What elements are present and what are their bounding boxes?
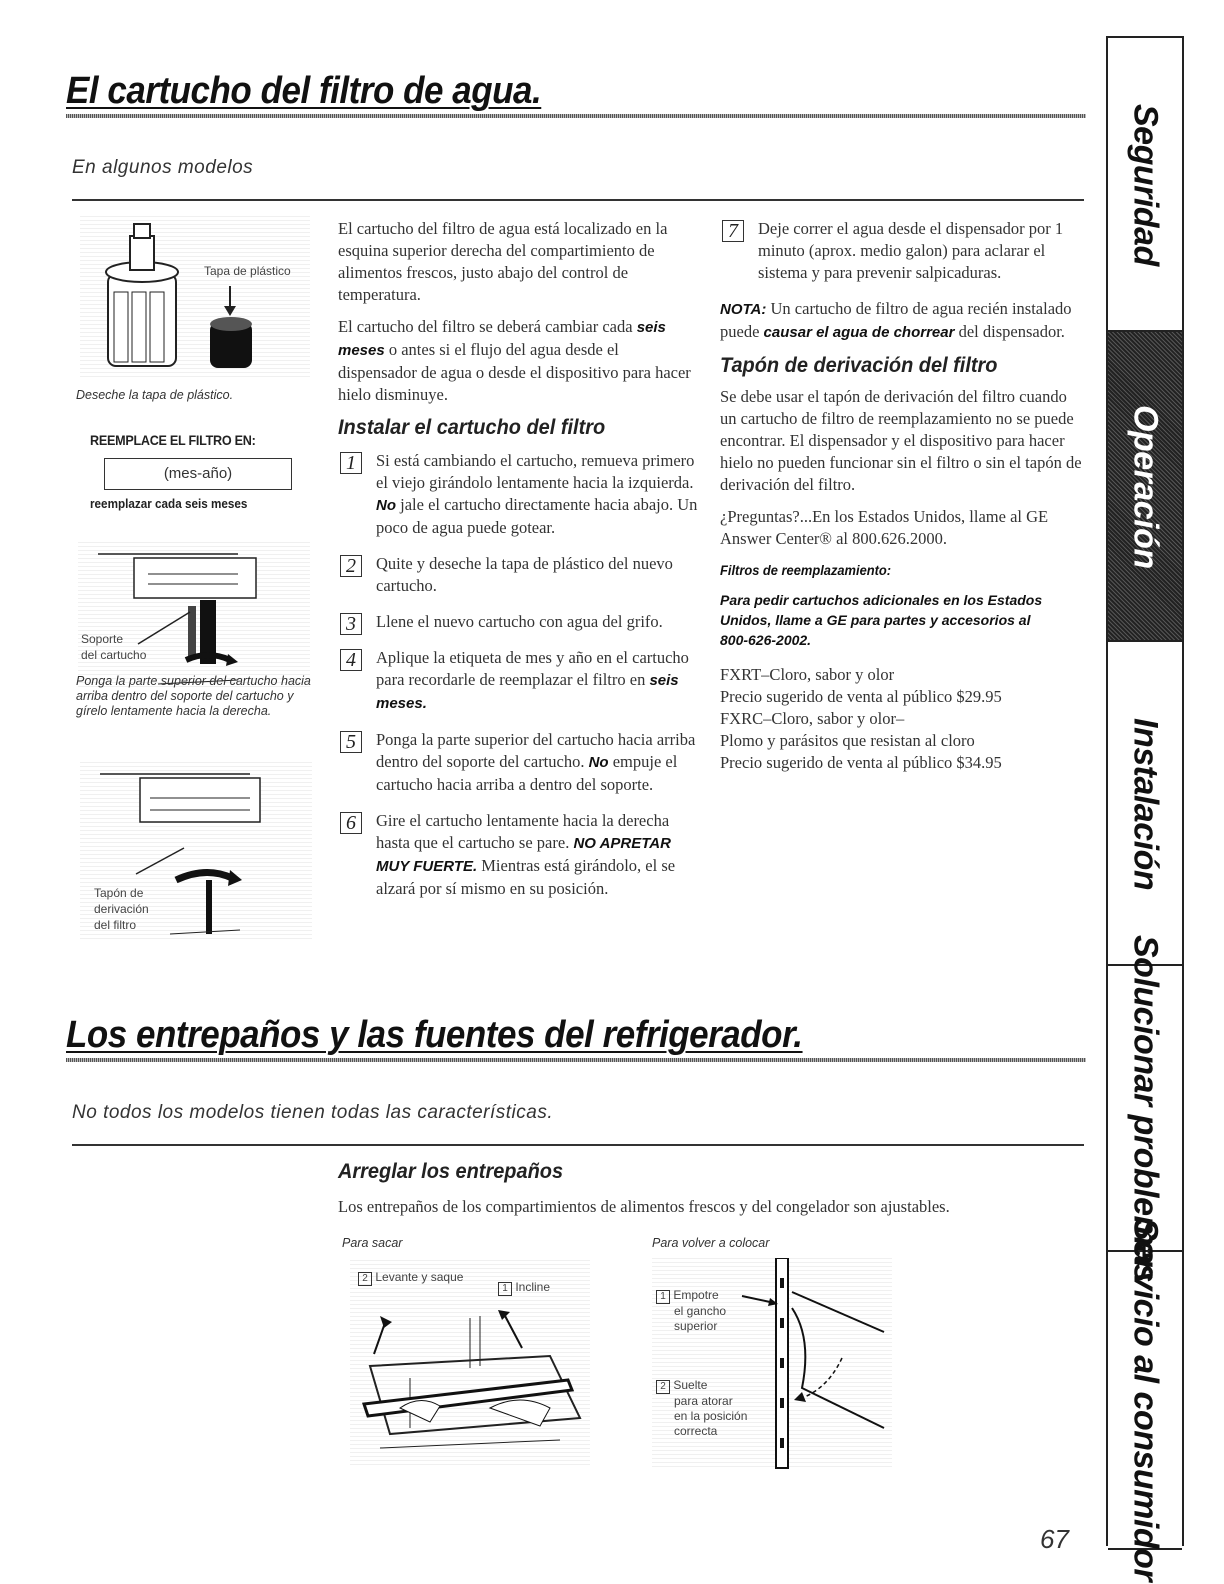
intro-paragraph: El cartucho del filtro de agua está localizado en la esquina superior derecha del compartimiento de alimentos frescos, justo abajo del control de temperatura. xyxy=(338,219,668,304)
install-step-3 xyxy=(338,611,700,633)
section-title-shelves: Los entrepaños y las fuentes del refrigerador. xyxy=(66,1014,803,1056)
replace-step-1c: superior xyxy=(674,1319,718,1333)
step-text: Ponga la parte superior del cartucho hacia arriba dentro del soporte del cartucho. xyxy=(376,730,696,771)
plastic-cap-label: Tapa de plástico xyxy=(204,264,291,278)
step-text: Quite y deseche la tapa de plástico del nuevo cartucho. xyxy=(376,554,673,595)
step-text-2: empuje el cartucho hacia arriba a dentro del soporte. xyxy=(376,752,678,794)
holder-label-1: Soporte xyxy=(81,632,124,646)
fig2-caption: Ponga la parte superior del cartucho hacia arriba dentro del soporte del cartucho y gírelo lentamente hacia la derecha. xyxy=(76,674,311,718)
cartridge-holder-drawing xyxy=(78,540,310,690)
remove-shelf-drawing xyxy=(350,1258,590,1468)
bypass-paragraph: Se debe usar el tapón de derivación del filtro cuando un cartucho de filtro de reemplazamiento no se puede encontrar. El dispensador y el dispositivo para hacer hielo no pueden funcionar sin el filtro o sin el tapón de derivación del filtro. xyxy=(720,387,1082,494)
step-number: 5 xyxy=(340,731,362,753)
step-text: Si está cambiando el cartucho, remueva primero el viejo girándolo lentamente hacia la izquierda. xyxy=(376,451,695,492)
tag-title: REEMPLACE EL FILTRO EN: xyxy=(90,432,256,448)
remove-step-1: 1 Incline xyxy=(498,1280,550,1296)
install-step-2 xyxy=(338,553,700,597)
section-subtitle: En algunos modelos xyxy=(72,157,254,178)
step-text-2: jale el cartucho directamente hacia abajo. Un poco de agua puede gotear. xyxy=(376,495,698,537)
tab-label: Servicio al consumidor xyxy=(1126,1218,1165,1582)
bypass-label-2: derivación xyxy=(94,902,149,916)
step-emphasis: NO APRETAR MUY FUERTE. xyxy=(376,835,671,875)
p2-a: El cartucho del filtro se deberá cambiar cada xyxy=(338,317,637,336)
tab-instalacion[interactable] xyxy=(1108,640,1182,966)
product-line: Precio sugerido de venta al público $34.95 xyxy=(720,753,1002,772)
step-emphasis: No xyxy=(588,754,609,771)
p2-emphasis: seis meses xyxy=(338,319,666,359)
replacement-heading: Filtros de reemplazamiento: xyxy=(720,562,892,578)
change-paragraph xyxy=(338,316,700,406)
step-number: 3 xyxy=(340,613,362,635)
step-text: Llene el nuevo cartucho con agua del grifo. xyxy=(376,612,663,631)
tab-label: Instalación xyxy=(1126,717,1165,891)
bypass-plug-illustration xyxy=(80,762,312,942)
product-line: FXRT–Cloro, sabor y olor xyxy=(720,665,895,684)
divider-2 xyxy=(72,1144,1084,1146)
bypass-heading: Tapón de derivación del filtro xyxy=(720,354,998,377)
tab-label: Seguridad xyxy=(1126,104,1165,266)
replace-step-2b: para atorar xyxy=(674,1394,733,1408)
step-text: Deje correr el agua desde el dispensador por 1 minuto (aprox. medio galon) para aclarar el sistema y para prevenir salpicaduras. xyxy=(758,219,1064,282)
replace-step-2c: en la posición xyxy=(674,1409,748,1423)
tag-footer: reemplazar cada seis meses xyxy=(90,496,248,511)
fig1-caption: Deseche la tapa de plástico. xyxy=(76,388,234,402)
shelves-text: Los entrepaños de los compartimientos de alimentos frescos y del congelador son ajustables. xyxy=(338,1197,950,1216)
product-line: FXRC–Cloro, sabor y olor– xyxy=(720,709,905,728)
replacement-order-info: Para pedir cartuchos adicionales en los Estados Unidos, llame a GE para partes y accesorios al 800-626-2002. xyxy=(720,592,1043,648)
section-title-water-filter: El cartucho del filtro de agua. xyxy=(66,70,542,112)
replace-step-1: 1 Empotre el gancho superior xyxy=(656,1288,726,1334)
step-text-2: Mientras está girándolo, el se alzará por sí mismo en su posición. xyxy=(376,856,676,898)
tab-label: Operación xyxy=(1126,405,1165,569)
note-a: Un cartucho de filtro de agua recién instalado puede xyxy=(720,299,1072,341)
step-text: Aplique la etiqueta de mes y año en el cartucho para recordarle de reemplazar el filtro en xyxy=(376,648,689,689)
tag-date-field xyxy=(104,458,292,490)
product-list xyxy=(720,664,1084,774)
note-label: NOTA: xyxy=(720,301,767,318)
tab-seguridad[interactable] xyxy=(1108,36,1182,332)
column-2 xyxy=(338,218,700,900)
step-text: Gire el cartucho lentamente hacia la derecha hasta que el cartucho se pare. xyxy=(376,811,670,852)
shelves-heading: Arreglar los entrepaños xyxy=(338,1160,564,1183)
note-emphasis: causar el agua de chorrear xyxy=(763,324,955,341)
step-number: 2 xyxy=(340,555,362,577)
bypass-label-1: Tapón de xyxy=(94,886,144,900)
p2-c: o antes si el flujo del agua desde el dispensador de agua o desde el dispositivo para hacer hielo disminuye. xyxy=(338,340,691,404)
remove-shelf-illustration xyxy=(350,1258,590,1468)
tab-servicio-al-consumidor[interactable] xyxy=(1108,1218,1182,1582)
divider xyxy=(72,199,1084,201)
tag-date-placeholder: (mes-año) xyxy=(163,465,233,482)
install-step-5 xyxy=(338,729,700,796)
step-number: 4 xyxy=(340,649,362,671)
product-line: Plomo y parásitos que resistan al cloro xyxy=(720,731,975,750)
product-line: Precio sugerido de venta al público $29.95 xyxy=(720,687,1002,706)
remove-step-1-label: Incline xyxy=(515,1280,551,1294)
filter-cartridge-drawing xyxy=(80,214,310,380)
remove-step-2: 2 Levante y saque xyxy=(358,1270,463,1286)
step-number: 1 xyxy=(340,452,362,474)
install-step-7 xyxy=(720,218,1084,284)
step-number: 7 xyxy=(722,220,744,242)
remove-caption: Para sacar xyxy=(342,1236,403,1250)
tab-label: Solucionar problemas xyxy=(1126,935,1165,1283)
note-c: del dispensador. xyxy=(954,322,1065,341)
column-3 xyxy=(720,218,1084,774)
replace-step-2a: Suelte xyxy=(673,1378,708,1392)
step-number: 6 xyxy=(340,812,362,834)
install-step-6 xyxy=(338,810,700,900)
section-tabs xyxy=(1106,36,1184,1582)
step-emphasis: seis meses. xyxy=(376,672,679,712)
bypass-label-3: del filtro xyxy=(94,918,137,932)
replace-filter-tag xyxy=(90,432,306,518)
tab-solucionar-problemas[interactable] xyxy=(1108,935,1182,1283)
replace-step-2d: correcta xyxy=(674,1424,718,1438)
install-heading: Instalar el cartucho del filtro xyxy=(338,416,606,439)
replace-step-1b: el gancho xyxy=(674,1304,727,1318)
title-rule xyxy=(66,114,1086,118)
remove-step-2-label: Levante y saque xyxy=(375,1270,464,1284)
install-step-1 xyxy=(338,450,700,539)
replace-caption: Para volver a colocar xyxy=(652,1236,770,1250)
section-subtitle-2: No todos los modelos tienen todas las características. xyxy=(72,1102,554,1123)
note-paragraph xyxy=(720,298,1084,344)
replace-step-2: 2 Suelte para atorar en la posición correcta xyxy=(656,1378,747,1439)
cartridge-holder-illustration xyxy=(78,540,310,690)
title-rule-2 xyxy=(66,1058,1086,1062)
questions-paragraph: ¿Preguntas?...En los Estados Unidos, llame al GE Answer Center® al 800.626.2000. xyxy=(720,507,1049,548)
replace-step-1a: Empotre xyxy=(673,1288,719,1302)
step-emphasis: No xyxy=(376,497,396,514)
replace-shelf-illustration xyxy=(652,1258,892,1470)
filter-cartridge-illustration xyxy=(80,214,310,380)
tab-operacion[interactable] xyxy=(1108,330,1182,642)
page-number: 67 xyxy=(1040,1524,1069,1554)
install-step-4 xyxy=(338,647,700,715)
holder-label-2: del cartucho xyxy=(81,648,147,662)
